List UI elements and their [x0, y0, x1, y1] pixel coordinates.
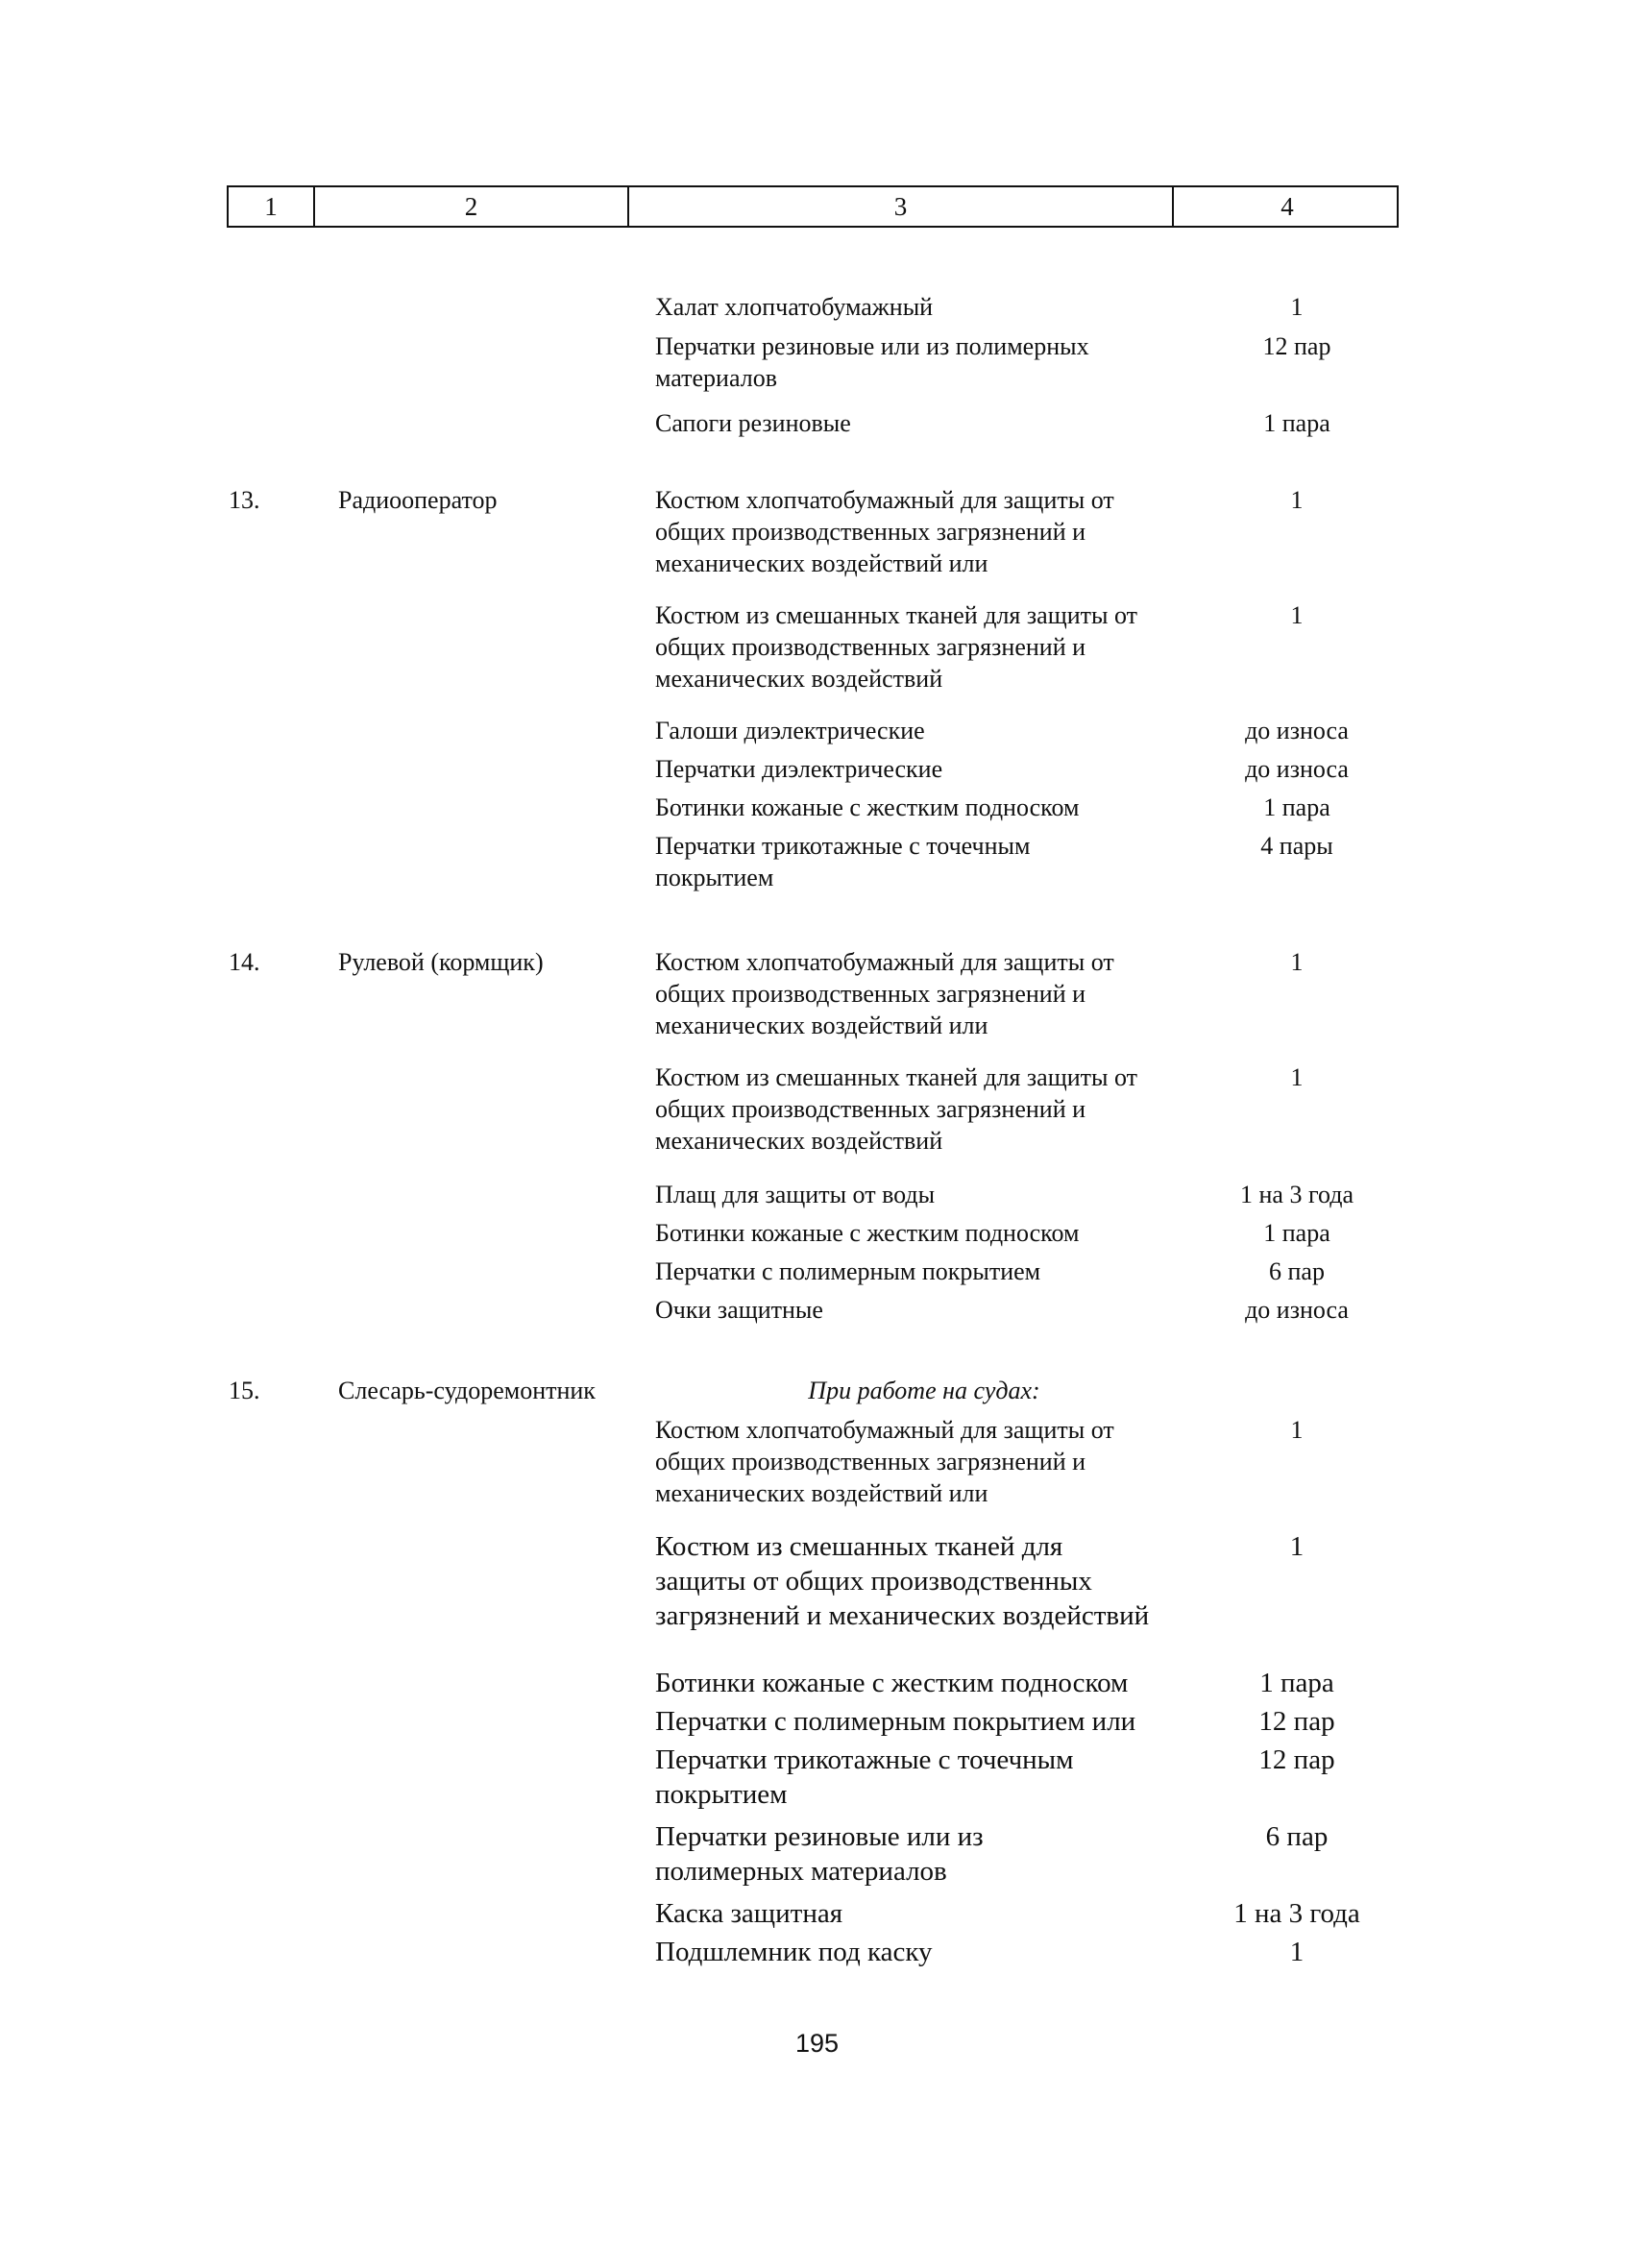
- item-quantity: 1: [1290, 601, 1304, 629]
- item-name: Перчатки трикотажные с точечным покрытием: [655, 832, 1031, 891]
- item-quantity: 1 на 3 года: [1240, 1181, 1354, 1208]
- item-quantity: 1 пара: [1263, 409, 1330, 437]
- item-quantity: до износа: [1245, 1296, 1349, 1324]
- item-quantity: 1: [1289, 1937, 1305, 1967]
- item-quantity: 4 пары: [1260, 832, 1333, 860]
- item-name: Галоши диэлектрические: [655, 717, 925, 744]
- item-quantity: до износа: [1245, 717, 1349, 744]
- item-quantity: 1: [1290, 948, 1304, 976]
- item-quantity: 1: [1289, 1531, 1305, 1562]
- item-quantity: 12 пар: [1258, 1706, 1335, 1737]
- row-number: 13.: [229, 486, 260, 514]
- profession-name: Радиооператор: [338, 486, 498, 514]
- column-number-1: 1: [229, 187, 315, 226]
- item-name: Сапоги резиновые: [655, 409, 851, 437]
- item-quantity: до износа: [1245, 755, 1349, 783]
- item-name: Ботинки кожаные с жестким подноском: [655, 1668, 1129, 1698]
- column-number-2: 2: [315, 187, 629, 226]
- item-name: Очки защитные: [655, 1296, 823, 1324]
- item-name: Костюм из смешанных тканей для защиты от общих производственных загрязнений и механических воздействий: [655, 1531, 1150, 1631]
- row-number: 14.: [229, 948, 260, 976]
- item-name: Костюм хлопчатобумажный для защиты от общих производственных загрязнений и механических воздействий или: [655, 1416, 1114, 1507]
- column-number-3: 3: [629, 187, 1174, 226]
- item-name: Халат хлопчатобумажный: [655, 293, 934, 321]
- section-subheading: При работе на судах:: [808, 1377, 1040, 1404]
- item-quantity: 6 пар: [1265, 1821, 1329, 1852]
- column-number-4: 4: [1280, 192, 1294, 221]
- item-quantity: 1: [1290, 1416, 1304, 1444]
- item-name: Костюм из смешанных тканей для защиты от общих производственных загрязнений и механических воздействий: [655, 1063, 1137, 1155]
- item-name: Перчатки резиновые или из полимерных материалов: [655, 1821, 984, 1887]
- item-quantity: 1 на 3 года: [1233, 1898, 1360, 1929]
- item-name: Костюм из смешанных тканей для защиты от общих производственных загрязнений и механических воздействий: [655, 601, 1137, 693]
- item-quantity: 12 пар: [1258, 1744, 1335, 1775]
- item-name: Перчатки резиновые или из полимерных материалов: [655, 332, 1089, 392]
- item-quantity: 1 пара: [1259, 1668, 1334, 1698]
- item-name: Плащ для защиты от воды: [655, 1181, 936, 1208]
- item-quantity: 12 пар: [1262, 332, 1331, 360]
- item-name: Костюм хлопчатобумажный для защиты от общих производственных загрязнений и механических воздействий или: [655, 486, 1114, 577]
- item-name: Костюм хлопчатобумажный для защиты от общих производственных загрязнений и механических воздействий или: [655, 948, 1114, 1039]
- item-name: Перчатки с полимерным покрытием или: [655, 1706, 1136, 1737]
- column-number-header: [227, 185, 1399, 228]
- item-name: Перчатки диэлектрические: [655, 755, 943, 783]
- profession-name: Слесарь-судоремонтник: [338, 1377, 596, 1404]
- item-quantity: 1: [1290, 1063, 1304, 1091]
- item-quantity: 1 пара: [1263, 793, 1330, 821]
- item-quantity: 6 пар: [1269, 1257, 1325, 1285]
- profession-name: Рулевой (кормщик): [338, 948, 544, 976]
- item-quantity: 1: [1290, 486, 1304, 514]
- item-name: Каска защитная: [655, 1898, 843, 1929]
- row-number: 15.: [229, 1377, 260, 1404]
- page-number: 195: [794, 2029, 840, 2058]
- item-name: Ботинки кожаные с жестким подноском: [655, 793, 1080, 821]
- item-name: Перчатки с полимерным покрытием: [655, 1257, 1041, 1285]
- item-name: Ботинки кожаные с жестким подноском: [655, 1219, 1080, 1247]
- item-name: Перчатки трикотажные с точечным покрытием: [655, 1744, 1074, 1810]
- item-quantity: 1 пара: [1263, 1219, 1330, 1247]
- item-quantity: 1: [1290, 293, 1304, 321]
- item-name: Подшлемник под каску: [655, 1937, 933, 1967]
